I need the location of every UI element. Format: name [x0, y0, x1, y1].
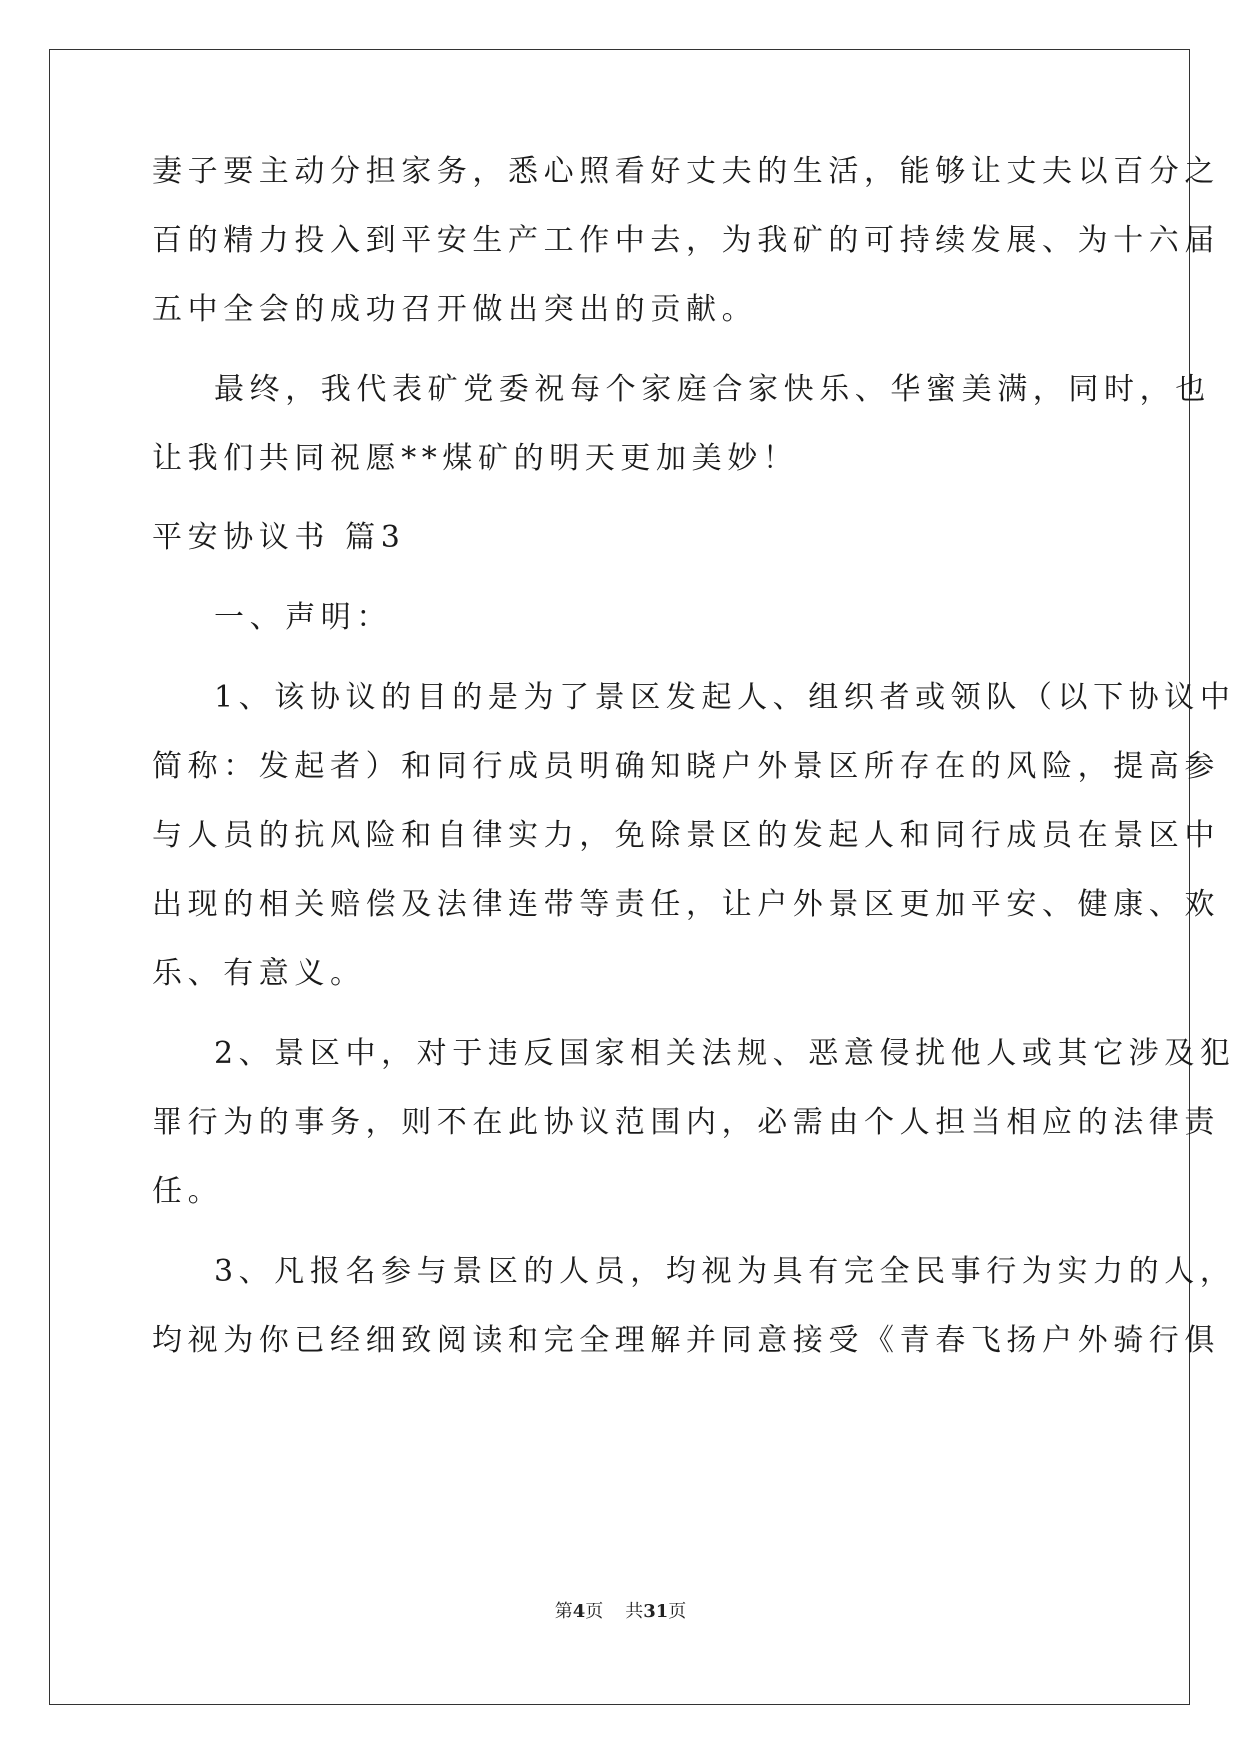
total-suffix: 页 [668, 1601, 687, 1622]
paragraph-line: 让我们共同祝愿**煤矿的明天更加美妙！ [152, 441, 799, 476]
paragraph-line: 任。 [152, 1174, 224, 1209]
paragraph-line: 3、凡报名参与景区的人员，均视为具有完全民事行为实力的人， [214, 1254, 1236, 1289]
paragraph-line: 罪行为的事务，则不在此协议范围内，必需由个人担当相应的法律责 [152, 1105, 1220, 1140]
paragraph-line: 1、该协议的目的是为了景区发起人、组织者或领队（以下协议中 [214, 680, 1236, 715]
paragraph-line: 五中全会的成功召开做出突出的贡献。 [152, 292, 758, 327]
paragraph-line: 简称：发起者）和同行成员明确知晓户外景区所存在的风险，提高参 [152, 749, 1220, 784]
total-pages-number: 31 [643, 1601, 669, 1622]
current-page-number: 4 [572, 1601, 586, 1622]
paragraph-line: 出现的相关赔偿及法律连带等责任，让户外景区更加平安、健康、欢 [152, 887, 1220, 922]
paragraph-line: 百的精力投入到平安生产工作中去，为我矿的可持续发展、为十六届 [152, 223, 1220, 258]
paragraph-line: 均视为你已经细致阅读和完全理解并同意接受《青春飞扬户外骑行俱 [152, 1323, 1220, 1358]
section-heading: 平安协议书 篇3 [152, 520, 406, 555]
paragraph-line: 妻子要主动分担家务，悉心照看好丈夫的生活，能够让丈夫以百分之 [152, 154, 1220, 189]
paragraph-line: 最终，我代表矿党委祝每个家庭合家快乐、华蜜美满，同时，也 [214, 372, 1211, 407]
page-prefix: 第 [554, 1601, 573, 1622]
paragraph-line: 乐、有意义。 [152, 956, 366, 991]
total-prefix: 共 [625, 1601, 644, 1622]
page-footer [0, 1597, 1241, 1623]
page-suffix: 页 [585, 1601, 604, 1622]
subsection-heading: 一、声明： [214, 600, 392, 635]
paragraph-line: 与人员的抗风险和自律实力，免除景区的发起人和同行成员在景区中 [152, 818, 1220, 853]
paragraph-line: 2、景区中，对于违反国家相关法规、恶意侵扰他人或其它涉及犯 [214, 1036, 1236, 1071]
